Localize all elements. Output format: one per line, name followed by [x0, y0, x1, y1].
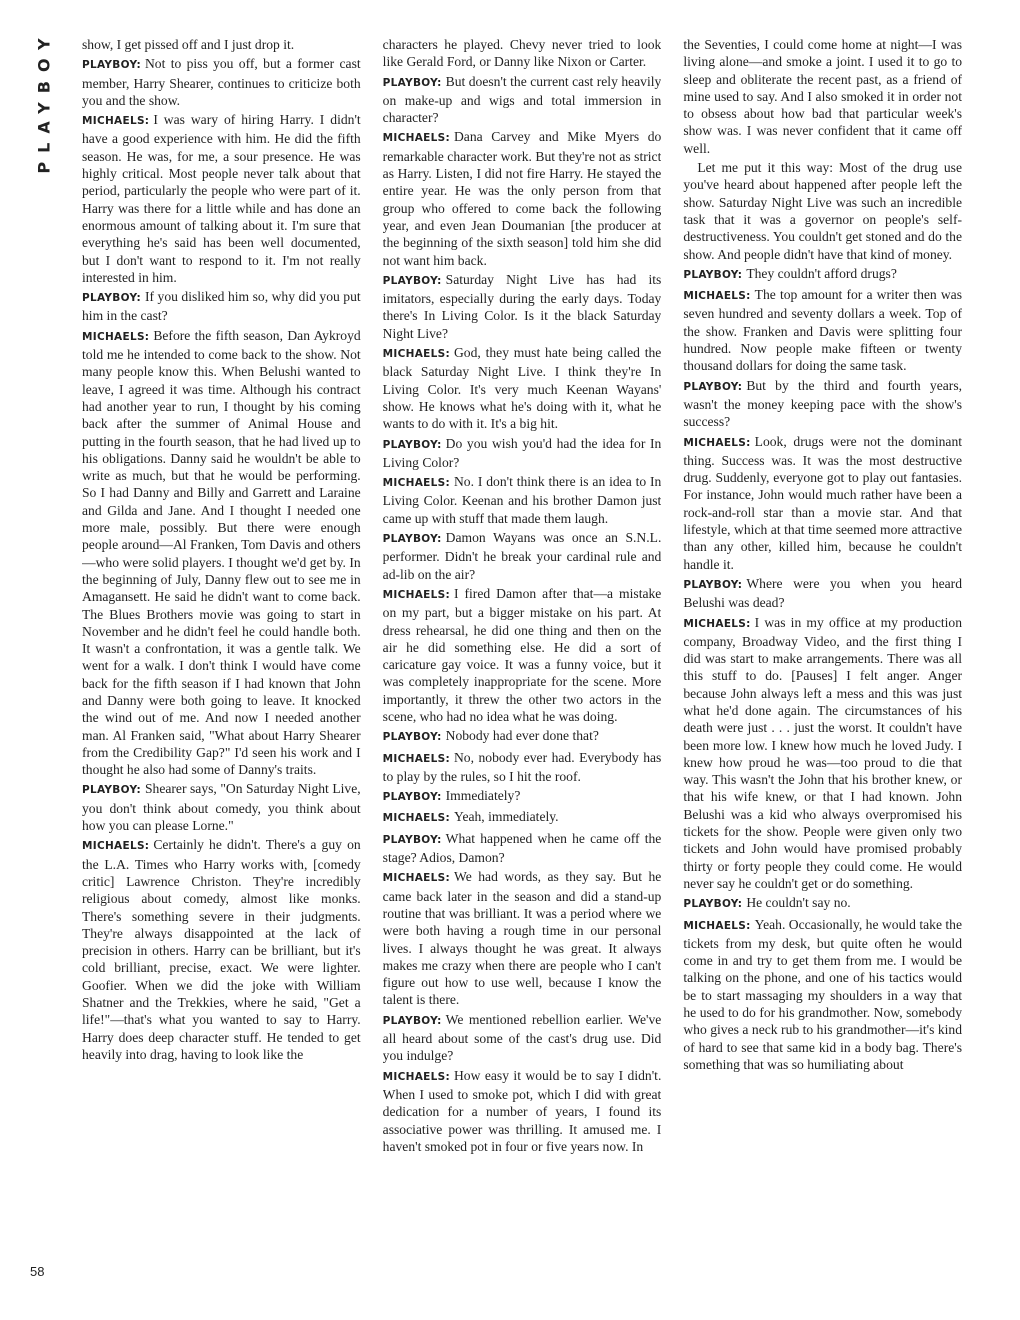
paragraph: [383, 1067, 662, 1155]
paragraph: [383, 271, 662, 342]
paragraph: [82, 836, 361, 1063]
paragraph: [383, 585, 662, 725]
paragraph-text: Do you wish you'd had the idea for In Living Color?: [382, 435, 662, 470]
paragraph-text: Yeah. Occasionally, he would take the tickets from my desk, but quite often he would come in and try to get them from me. I would be talking on the phone, and one of his tactics would be to start massaging my shoulders in a way that he used to do for his grandmother. Now, somebody who gives a neck rub to his grandmother—it's kind of hard to see that same kid in a body bag. There's something that was so humiliating about: [683, 916, 963, 1072]
paragraph: [383, 868, 662, 1008]
paragraph: [383, 128, 662, 268]
paragraph-text: How easy it would be to say I didn't. When I used to smoke pot, which I did with great dedication for a number of years, I found its associative power was thrilling. It amused me. I haven't smoked pot in four or five years now. In: [382, 1067, 662, 1154]
speaker-label: MICHAELS:: [382, 1070, 450, 1083]
paragraph-text: The top amount for a writer then was seven hundred and seventy dollars a week. Top of the show. Franken and Davis were splitting four hundred. Now people make fifteen or twenty thousand dollars for doing the same task.: [683, 287, 963, 374]
paragraph-text: Not to piss you off, but a former cast member, Harry Shearer, continues to criticize both you and the show.: [82, 56, 361, 108]
speaker-label: PLAYBOY:: [382, 833, 442, 846]
speaker-label: PLAYBOY:: [382, 76, 442, 89]
paragraph: [383, 344, 662, 432]
paragraph: [82, 111, 361, 286]
speaker-label: PLAYBOY:: [82, 784, 141, 797]
speaker-label: PLAYBOY:: [683, 578, 743, 591]
paragraph: [683, 916, 962, 1074]
paragraph-text: They couldn't afford drugs?: [746, 265, 897, 281]
speaker-label: MICHAELS:: [382, 588, 450, 601]
paragraph: [683, 286, 962, 374]
speaker-label: MICHAELS:: [82, 840, 150, 853]
paragraph: [383, 727, 662, 746]
speaker-label: PLAYBOY:: [382, 791, 442, 804]
paragraph-text: But by the third and fourth years, wasn't the money keeping pace with the show's success?: [683, 377, 963, 430]
paragraph: [383, 808, 662, 827]
speaker-label: MICHAELS:: [382, 477, 450, 490]
paragraph: [383, 36, 662, 71]
page-number: 58: [30, 1264, 45, 1279]
paragraph-text: Certainly he didn't. There's a guy on the L.A. Times who Harry works with, [comedy critic] Lawrence Christon. They're incredibly religious about comedy, almost like monks. There's something severe in their judgments. They're always disappointed at the lack of precision in others. Harry can be brilliant, but it's cold brilliant, precise, exact. We were lighter. Goofier. When we did the joke with William Shatner and the Trekkies, where he said, "Get a life!"—that's what you wanted to say to Harry. Harry does deep character stuff. He tended to get heavily into drag, having to look like the: [82, 837, 361, 1062]
paragraph-text: Immediately?: [445, 788, 521, 804]
paragraph: [683, 433, 962, 573]
paragraph-text: Shearer says, "On Saturday Night Live, you don't think about comedy, you think about how you can please Lorne.": [82, 781, 361, 834]
speaker-label: MICHAELS:: [683, 290, 751, 303]
paragraph: [383, 473, 662, 527]
paragraph: [683, 614, 962, 893]
paragraph-text: Let me put it this way: Most of the drug use you've heard about happened after people left the show. Saturday Night Live was such an incredible task that it was a governor on people's self-destructiveness. You couldn't get stoned and do the show. And people didn't have that kind of money.: [683, 160, 963, 262]
speaker-label: PLAYBOY:: [683, 380, 743, 393]
paragraph: [683, 36, 962, 157]
speaker-label: PLAYBOY:: [82, 59, 141, 72]
paragraph-text: No. I don't think there is an idea to In Living Color. Keenan and his brother Damon just came up with stuff that made them laugh.: [382, 474, 662, 526]
speaker-label: MICHAELS:: [382, 132, 450, 145]
speaker-label: PLAYBOY:: [382, 1014, 442, 1027]
paragraph-text: I was wary of hiring Harry. I didn't have a good experience with him. He did the fifth season. He was, for me, a sour presence. He was highly critical. Most people never talk about that period, particularly the people who were part of it. Harry was there for a little while and has done an enormous amount of talking about it. I'm sure that everything he's said has been well documented, but I don't want to respond to it. I'm not really interested in him.: [82, 112, 361, 285]
paragraph: [82, 288, 361, 325]
paragraph: [683, 377, 962, 431]
paragraph-text: I was in my office at my production company, Broadway Video, and the first thing I did was start to make arrangements. There was all this stuff to do. [Pauses] I felt anger. Anger because John always left a mess and this was just what he'd done again. The circumstances of his death were just . . . just the worst. It couldn't have been more low. I knew how much he loved Judy. I knew how proud he was—too proud to die that way. This wasn't the John that his brother knew, or that his wife knew, or that I had known. John Belushi was a kid who always overpromised his tickets for the show. People were given only two tickets and John would have promised probably thirty or forty people they could come. He would never say he couldn't get or do something.: [683, 614, 963, 891]
column-3: [683, 36, 962, 1286]
paragraph-text: Saturday Night Live has had its imitators, especially during the early days. Today there's In Living Color. Is it the black Saturday Night Live?: [382, 271, 662, 341]
paragraph: [82, 780, 361, 834]
speaker-label: MICHAELS:: [382, 752, 450, 765]
speaker-label: MICHAELS:: [382, 812, 450, 825]
paragraph-text: Nobody had ever done that?: [445, 728, 599, 744]
paragraph-text: No, nobody ever had. Everybody has to play by the rules, so I hit the roof.: [382, 749, 662, 784]
paragraph-text: I fired Damon after that—a mistake on my part, but a bigger mistake on his part. At dress rehearsal, he did one thing and then on the air he did something else. He did a sort of caricature gay voice. It was a funny voice, but it was completely inappropriate for the scene. More importantly, it threw the other two actors in the scene, who had no idea what he was doing.: [382, 585, 662, 724]
paragraph: [683, 265, 962, 284]
speaker-label: MICHAELS:: [82, 330, 150, 343]
paragraph-text: Before the fifth season, Dan Aykroyd told me he intended to come back to the show. Not many people know this. When Belushi wanted to leave, I agreed it was time. Although his contract had another year to run, I thought by his coming back after the summer of Animal House and putting in the fourth season, that he had lived up to his obligations. Danny said he wouldn't be able to write as much, but that he would be performing. So I had Danny and Billy and Garrett and Laraine and Gilda and Jane. And I thought I needed one more male, possibly. But there were enough people around—Al Franken, Tom Davis and others—who were solid players. I thought we'd get by. In the beginning of July, Danny flew out to see me in Amagansett. He said he didn't want to come back. The Blues Brothers movie was going to start in November and he didn't feel he could handle both. It wasn't a confrontation, it was a gentle talk. We went for a walk. I don't think I would have come back for the fifth season if I had known that John and Danny were both going to leave. It knocked the wind out of me. And now I needed another man. Al Franken said, "What about Harry Shearer from the Credibility Gap?" I'd seen his work and I thought he also had some of Danny's traits.: [82, 327, 361, 778]
magazine-name: [30, 28, 58, 174]
column-2: [383, 36, 662, 1286]
paragraph-text: Yeah, immediately.: [453, 809, 559, 825]
paragraph: [82, 327, 361, 779]
paragraph-text: Damon Wayans was once an S.N.L. performer. Didn't he break your cardinal rule and ad-lib on the air?: [382, 530, 662, 582]
speaker-label: MICHAELS:: [82, 115, 150, 128]
paragraph: [683, 575, 962, 612]
paragraph-text: We had words, as they say. But he came back later in the season and did a stand-up routine that was brilliant. It was a period where we were both having a rough time in our personal lives. I always thought he was great. It always makes me crazy when there are people who I can't figure out how to use well, because I know the talent is there.: [382, 869, 662, 1008]
speaker-label: PLAYBOY:: [382, 533, 442, 546]
paragraph-text: God, they must hate being called the black Saturday Night Live. I think they're In Living Color. It's very much Keenan Wayans' show. He knows what he's doing with it, what he wants to do with it. It's a big hit.: [382, 345, 662, 432]
magazine-name-text: PLAYBOY: [34, 28, 54, 174]
column-1: [82, 36, 361, 1286]
speaker-label: PLAYBOY:: [683, 898, 743, 911]
paragraph: [683, 894, 962, 913]
paragraph-text: Where were you when you heard Belushi was dead?: [683, 575, 963, 611]
paragraph: [383, 830, 662, 867]
paragraph: [683, 159, 962, 263]
speaker-label: MICHAELS:: [382, 872, 450, 885]
speaker-label: MICHAELS:: [683, 436, 751, 449]
speaker-label: PLAYBOY:: [683, 268, 743, 281]
article-body: [82, 36, 962, 1286]
paragraph-text: He couldn't say no.: [746, 895, 851, 911]
paragraph-text: But doesn't the current cast rely heavily on make-up and wigs and total immersion in character?: [382, 73, 662, 126]
paragraph-text: What happened when he came off the stage? Adios, Damon?: [382, 830, 662, 866]
paragraph-text: characters he played. Chevy never tried to look like Gerald Ford, or Danny like Nixon or Carter.: [382, 37, 662, 70]
paragraph: [383, 529, 662, 583]
paragraph-text: Look, drugs were not the dominant thing. Success was. It was the most destructive drug. Suddenly, everyone got to play out fantasies. For instance, John would much rather have been a rock-and-roll star than a movie star. And that lifestyle, which at that time seemed more attractive than any other, killed him, because he couldn't handle it.: [683, 433, 963, 572]
paragraph-text: show, I get pissed off and I just drop it.: [82, 37, 295, 52]
paragraph: [383, 1011, 662, 1065]
paragraph: [383, 787, 662, 806]
speaker-label: MICHAELS:: [683, 617, 751, 630]
paragraph: [82, 36, 361, 53]
speaker-label: MICHAELS:: [382, 348, 450, 361]
speaker-label: PLAYBOY:: [82, 292, 141, 305]
paragraph: [82, 55, 361, 109]
paragraph-text: Dana Carvey and Mike Myers do remarkable character work. But they're not as strict as Harry. Listen, I did not fire Harry. He stayed the entire year. He was the only person from that group who offered to come back the following year, and even Jean Doumanian [the producer at the beginning of the sixth season] told him she did not want him back.: [382, 129, 662, 268]
paragraph-text: If you disliked him so, why did you put him in the cast?: [82, 289, 361, 324]
speaker-label: PLAYBOY:: [382, 731, 442, 744]
paragraph: [383, 73, 662, 127]
paragraph: [383, 435, 662, 472]
speaker-label: PLAYBOY:: [382, 274, 442, 287]
paragraph: [383, 749, 662, 786]
paragraph-text: the Seventies, I could come home at night—I was living alone—and smoke a joint. I used it to go to sleep and obliterate the recent past, as a friend of mine used to say. And I also smoked it in order not to obsess about how bad that particular week's show was. I was never confident that it came off well.: [683, 37, 963, 156]
speaker-label: PLAYBOY:: [382, 438, 442, 451]
speaker-label: MICHAELS:: [683, 919, 751, 932]
paragraph-text: We mentioned rebellion earlier. We've all heard about some of the cast's drug use. Did you indulge?: [382, 1011, 662, 1064]
